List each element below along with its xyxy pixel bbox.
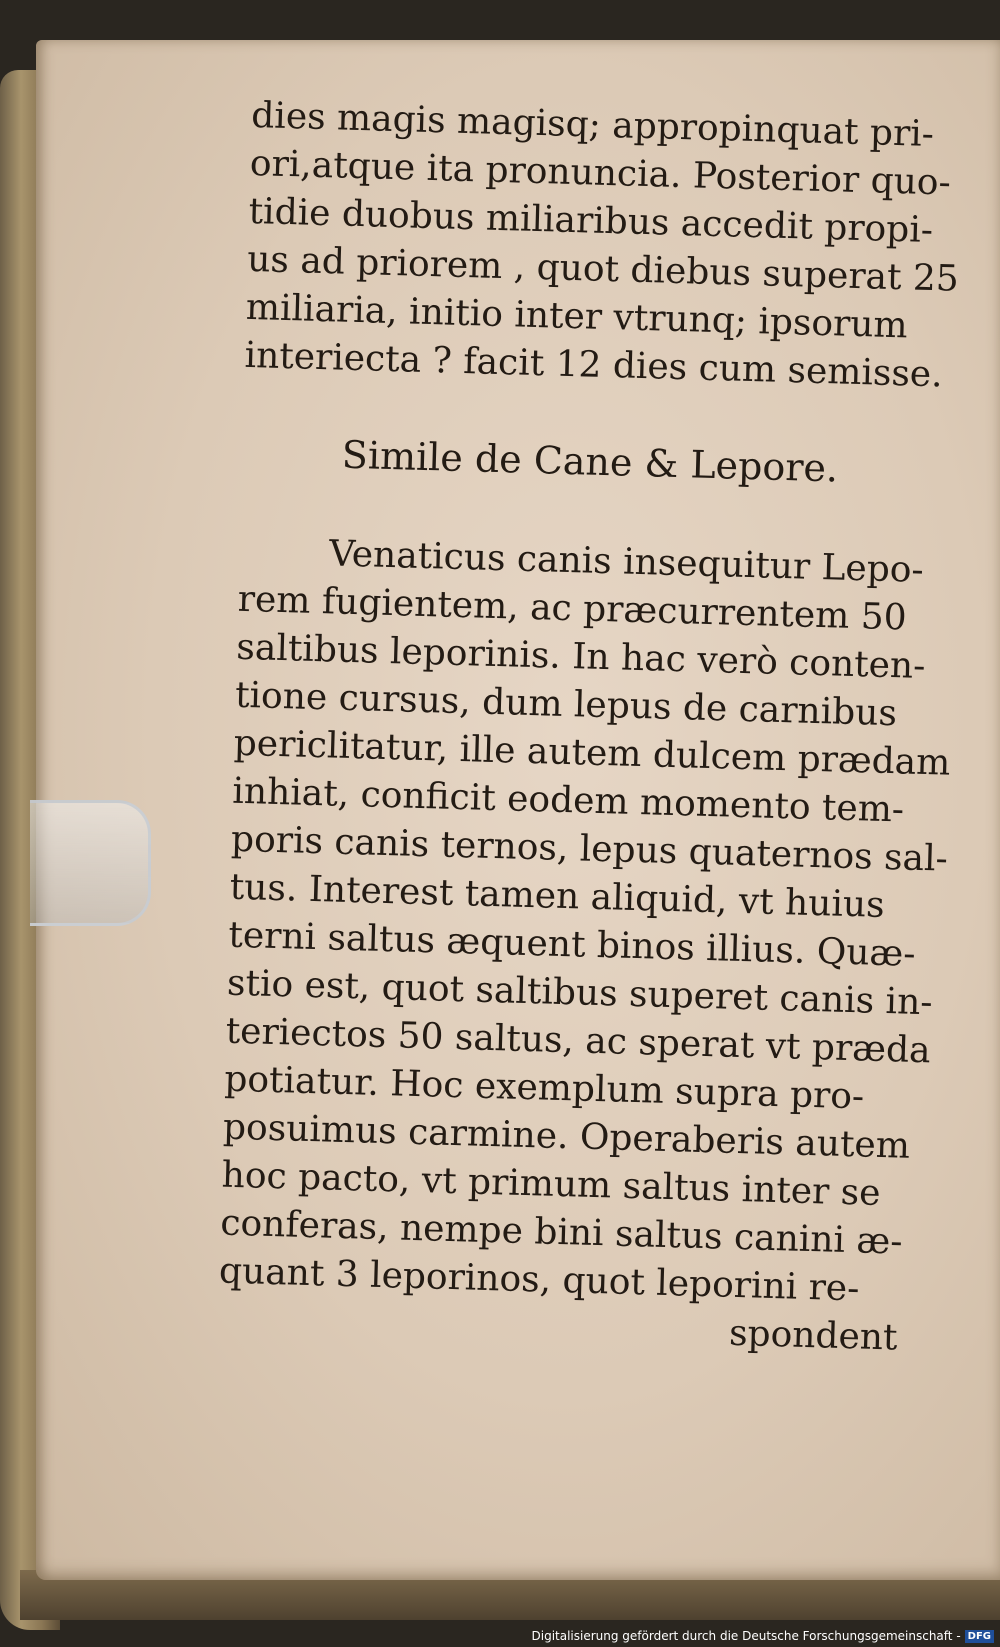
- text-line: us ad priorem , quot diebus superat 25: [246, 238, 960, 300]
- dfg-logo-icon: DFG: [965, 1630, 994, 1643]
- section-heading: Simile de Cane & Lepore.: [341, 432, 839, 491]
- text-line: potiatur. Hoc exemplum supra pro-: [223, 1058, 865, 1118]
- digitization-footer: [532, 1629, 995, 1643]
- paragraph-2: [218, 528, 951, 1315]
- footer-text: Digitalisierung gefördert durch die Deutsche Forschungsgemeinschaft -: [531, 1629, 961, 1643]
- text-line: teriectos 50 saltus, ac sperat vt præda: [225, 1010, 932, 1072]
- paragraph-1: [244, 92, 960, 399]
- text-line: tus. Interest tamen aliquid, vt huius: [229, 866, 886, 926]
- text-line: poris canis ternos, lepus quaternos sal-: [230, 818, 949, 880]
- text-line: miliaria, initio inter vtrunq; ipsorum: [245, 286, 909, 347]
- text-line: ori,atque ita pronuncia. Posterior quo-: [249, 142, 952, 204]
- text-line: hoc pacto, vt primum saltus inter se: [221, 1154, 882, 1214]
- text-line: conferas, nempe bini saltus canini æ-: [219, 1202, 904, 1263]
- catchword: spondent: [728, 1312, 899, 1359]
- text-line: tidie duobus miliaribus accedit propi-: [248, 190, 934, 252]
- text-line: inhiat, conficit eodem momento tem-: [231, 770, 905, 831]
- text-line: quant 3 leporinos, quot leporini re-: [218, 1250, 860, 1310]
- text-line: interiecta ? facit 12 dies cum semisse.: [244, 334, 944, 396]
- page-clip: [30, 800, 151, 926]
- text-line: tione cursus, dum lepus de carnibus: [234, 674, 898, 735]
- text-line: saltibus leporinis. In hac verò conten-: [235, 626, 926, 688]
- text-line: stio est, quot saltibus superet canis in-: [226, 962, 934, 1024]
- text-line: dies magis magisq; appropinquat pri-: [250, 94, 935, 156]
- text-line: rem fugientem, ac præcurrentem 50: [237, 578, 908, 639]
- page-text: [217, 92, 960, 1363]
- text-line: posuimus carmine. Operaberis autem: [222, 1106, 911, 1167]
- text-line: periclitatur, ille autem dulcem prædam: [233, 722, 951, 784]
- text-line: Venaticus canis insequitur Lepo-: [328, 533, 925, 591]
- text-line: terni saltus æquent binos illius. Quæ-: [227, 914, 917, 975]
